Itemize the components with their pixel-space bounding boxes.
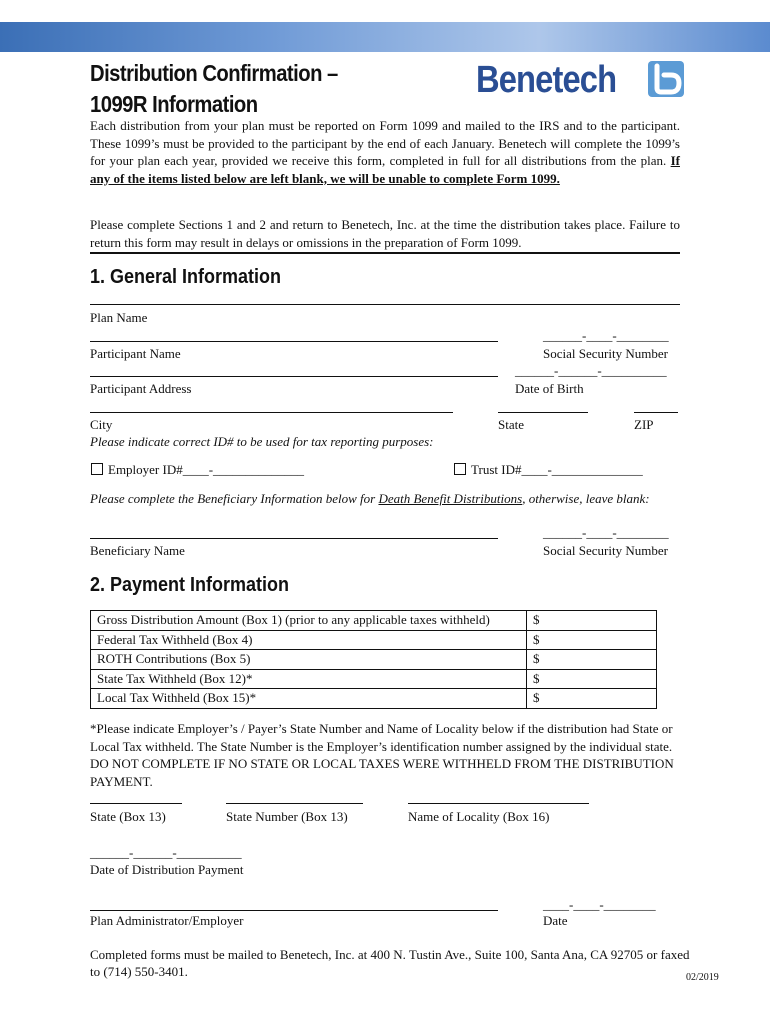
divider bbox=[90, 252, 680, 254]
ssn-label: Social Security Number bbox=[543, 346, 668, 361]
beneficiary-ssn-field[interactable]: ______-____-________ bbox=[543, 525, 669, 540]
dob-field[interactable]: ______-______-__________ bbox=[515, 363, 667, 378]
beneficiary-instruction: Please complete the Beneficiary Information below for Death Benefit Distributions, otherwise, leave blank: bbox=[90, 491, 650, 506]
locality-label: Name of Locality (Box 16) bbox=[408, 809, 550, 824]
beneficiary-ssn-label: Social Security Number bbox=[543, 543, 668, 558]
state-box-label: State (Box 13) bbox=[90, 809, 166, 824]
header-banner bbox=[0, 22, 770, 52]
participant-address-label: Participant Address bbox=[90, 381, 192, 396]
state-box-line[interactable] bbox=[90, 803, 182, 804]
section2-heading: 2. Payment Information bbox=[90, 574, 290, 596]
form-version: 02/2019 bbox=[686, 972, 719, 983]
section1-heading: 1. General Information bbox=[90, 266, 282, 288]
zip-line[interactable] bbox=[634, 412, 678, 413]
zip-label: ZIP bbox=[634, 417, 654, 432]
ssn-field[interactable]: ______-____-________ bbox=[543, 328, 669, 343]
beneficiary-name-label: Beneficiary Name bbox=[90, 543, 185, 558]
state-number-line[interactable] bbox=[226, 803, 363, 804]
payment-table bbox=[90, 610, 657, 709]
trust-id-field[interactable]: Trust ID#____-______________ bbox=[471, 462, 643, 477]
instructions-paragraph: Please complete Sections 1 and 2 and return to Benetech, Inc. at the time the distribution takes place. Failure to return this form may result in delays or omissions in the preparation of Form 1099. bbox=[90, 217, 680, 250]
row-label: Federal Tax Withheld (Box 4) bbox=[91, 630, 527, 650]
row-label: ROTH Contributions (Box 5) bbox=[91, 650, 527, 670]
death-benefit-text: Death Benefit Distributions bbox=[378, 491, 523, 506]
employer-id-checkbox[interactable] bbox=[91, 463, 103, 475]
participant-name-label: Participant Name bbox=[90, 346, 181, 361]
table-row bbox=[91, 611, 657, 631]
row-label: Local Tax Withheld (Box 15)* bbox=[91, 689, 527, 709]
city-label: City bbox=[90, 417, 113, 432]
amount-field[interactable]: $ bbox=[527, 630, 657, 650]
trust-id-checkbox[interactable] bbox=[454, 463, 466, 475]
plan-admin-line[interactable] bbox=[90, 910, 498, 911]
plan-name-label: Plan Name bbox=[90, 310, 148, 325]
row-label: State Tax Withheld (Box 12)* bbox=[91, 669, 527, 689]
amount-field[interactable]: $ bbox=[527, 689, 657, 709]
page-title: Distribution Confirmation – 1099R Information bbox=[90, 60, 338, 117]
table-row bbox=[91, 650, 657, 670]
distribution-date-label: Date of Distribution Payment bbox=[90, 862, 244, 877]
date-label: Date bbox=[543, 913, 568, 928]
amount-field[interactable]: $ bbox=[527, 650, 657, 670]
state-number-label: State Number (Box 13) bbox=[226, 809, 348, 824]
participant-name-line[interactable] bbox=[90, 341, 498, 342]
distribution-date-field[interactable]: ______-______-__________ bbox=[90, 845, 242, 860]
state-tax-note: *Please indicate Employer’s / Payer’s State Number and Name of Locality below if the distribution had State or Local Tax withheld. The State Number is the Employer’s identification number assigned by the individual state. DO NOT COMPLETE IF NO STATE OR LOCAL TAXES WERE WITHHELD FROM THE DISTRIBUTION PAYMENT. bbox=[90, 721, 674, 789]
id-instruction: Please indicate correct ID# to be used for tax reporting purposes: bbox=[90, 434, 434, 449]
benetech-logo-icon bbox=[648, 61, 684, 97]
mailing-instructions: Completed forms must be mailed to Benetech, Inc. at 400 N. Tustin Ave., Suite 100, Santa Ana, CA 92705 or faxed to (714) 550-3401. bbox=[90, 947, 690, 979]
amount-field[interactable]: $ bbox=[527, 669, 657, 689]
blank-warning: If any of the items listed below are left blank, we will be unable to complete Form 1099. bbox=[90, 153, 680, 186]
table-row bbox=[91, 630, 657, 650]
participant-address-line[interactable] bbox=[90, 376, 498, 377]
amount-field[interactable]: $ bbox=[527, 611, 657, 631]
row-label: Gross Distribution Amount (Box 1) (prior to any applicable taxes withheld) bbox=[91, 611, 527, 631]
city-line[interactable] bbox=[90, 412, 453, 413]
state-label: State bbox=[498, 417, 524, 432]
dob-label: Date of Birth bbox=[515, 381, 584, 396]
locality-line[interactable] bbox=[408, 803, 589, 804]
table-row bbox=[91, 669, 657, 689]
logo-wordmark: Benetech bbox=[476, 58, 617, 101]
benetech-logo bbox=[476, 58, 639, 102]
table-row bbox=[91, 689, 657, 709]
state-line[interactable] bbox=[498, 412, 588, 413]
employer-id-field[interactable]: Employer ID#____-______________ bbox=[108, 462, 305, 477]
plan-name-line[interactable] bbox=[90, 304, 680, 305]
date-field[interactable]: ____-____-________ bbox=[543, 897, 656, 912]
beneficiary-name-line[interactable] bbox=[90, 538, 498, 539]
plan-admin-label: Plan Administrator/Employer bbox=[90, 913, 244, 928]
intro-paragraph: Each distribution from your plan must be reported on Form 1099 and mailed to the IRS and to the participant. These 1099’s must be provided to the participant by the end of each January. Benetech will complete the 1099’s for your plan each year, provided we receive this form, completed in full for all distributions from the plan. If any of the items listed below are left blank, we will be unable to complete Form 1099. bbox=[90, 118, 680, 186]
